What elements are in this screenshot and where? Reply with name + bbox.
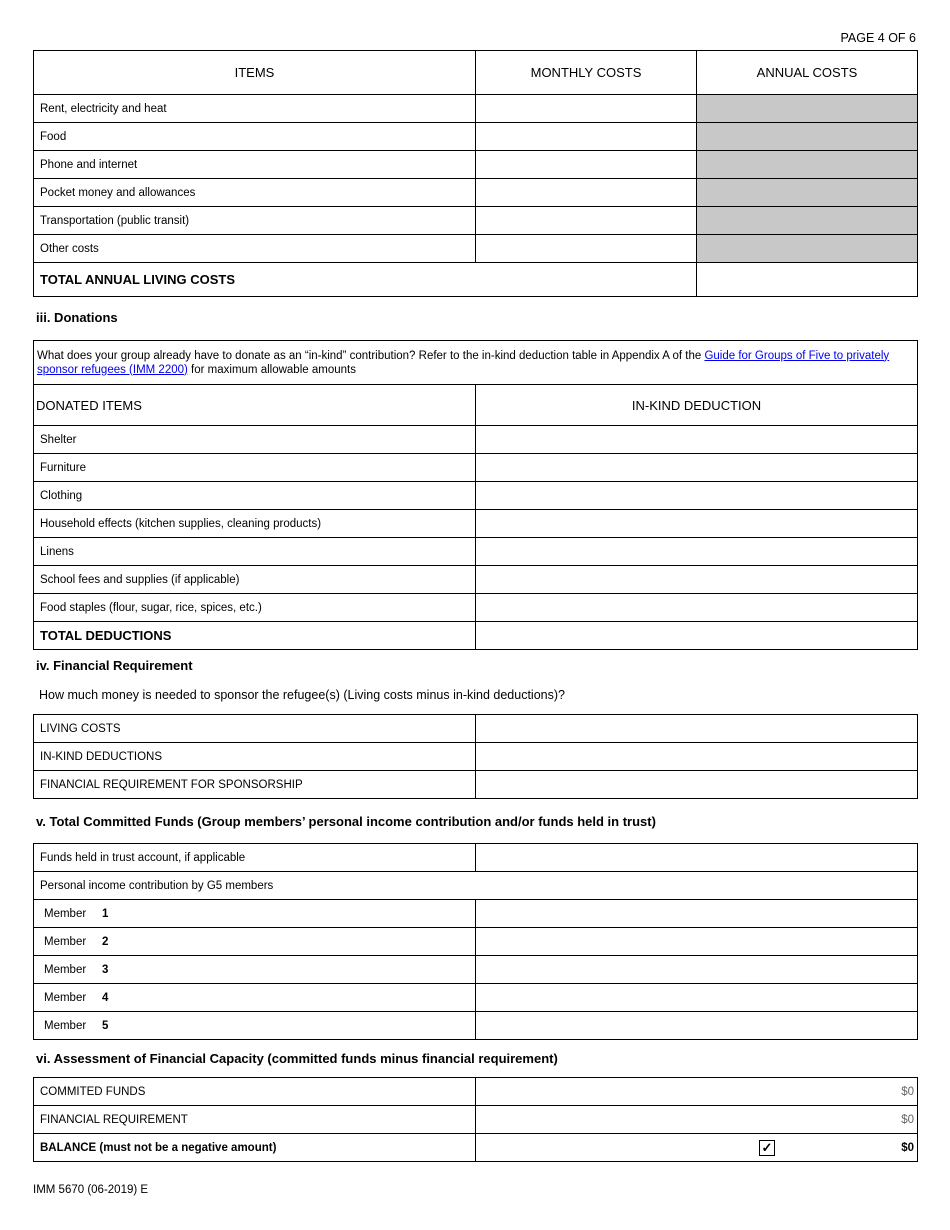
balance-checkbox[interactable]: ✓: [759, 1140, 775, 1156]
in-kind-deduction-field[interactable]: [476, 454, 918, 482]
total-living-costs-label: TOTAL ANNUAL LIVING COSTS: [34, 263, 697, 297]
donated-item-label: Household effects (kitchen supplies, cleaning products): [34, 510, 476, 538]
member-row-label: Member 2: [34, 928, 476, 956]
in-kind-deduction-field[interactable]: [476, 426, 918, 454]
financial-requirement-label: FINANCIAL REQUIREMENT: [34, 1106, 476, 1134]
total-living-costs-field[interactable]: [697, 263, 918, 297]
member-row-label: Member 3: [34, 956, 476, 984]
donated-item-label: Furniture: [34, 454, 476, 482]
committed-funds-label: COMMITED FUNDS: [34, 1078, 476, 1106]
monthly-cost-field[interactable]: [476, 207, 697, 235]
page-number: PAGE 4 OF 6: [840, 31, 916, 45]
cost-item-label: Phone and internet: [34, 151, 476, 179]
balance-cell: [476, 1134, 918, 1162]
member-contribution-field[interactable]: [476, 984, 918, 1012]
annual-cost-field: [697, 151, 918, 179]
in-kind-deduction-field[interactable]: [476, 510, 918, 538]
monthly-costs-header: MONTHLY COSTS: [476, 51, 697, 95]
living-costs-label: LIVING COSTS: [34, 715, 476, 743]
living-costs-table: [33, 50, 918, 297]
donations-intro: What does your group already have to donate as an “in-kind” contribution? Refer to the in-kind deduction table in Appendix A of the Guide for Groups of Five to privately sponsor refugees (IMM 2200) for maximum allowable amounts: [34, 341, 918, 385]
cost-item-label: Transportation (public transit): [34, 207, 476, 235]
member-row-label: Member 4: [34, 984, 476, 1012]
in-kind-deductions-field[interactable]: [476, 743, 918, 771]
donated-item-label: Shelter: [34, 426, 476, 454]
cost-item-label: Other costs: [34, 235, 476, 263]
in-kind-deduction-field[interactable]: [476, 482, 918, 510]
annual-cost-field: [697, 207, 918, 235]
in-kind-deduction-header: IN-KIND DEDUCTION: [476, 385, 918, 426]
total-deductions-field[interactable]: [476, 622, 918, 650]
guide-link[interactable]: Guide for Groups of Five to privately sponsor refugees (IMM 2200): [37, 349, 890, 376]
annual-cost-field: [697, 235, 918, 263]
in-kind-deduction-field[interactable]: [476, 566, 918, 594]
member-contribution-field[interactable]: [476, 900, 918, 928]
living-costs-field[interactable]: [476, 715, 918, 743]
sponsorship-requirement-label: FINANCIAL REQUIREMENT FOR SPONSORSHIP: [34, 771, 476, 799]
balance-value[interactable]: $0: [901, 1141, 914, 1154]
personal-contribution-label: Personal income contribution by G5 members: [34, 872, 918, 900]
member-contribution-field[interactable]: [476, 956, 918, 984]
financial-requirement-title: iv. Financial Requirement: [36, 658, 193, 673]
member-contribution-field[interactable]: [476, 1012, 918, 1040]
annual-cost-field: [697, 179, 918, 207]
committed-funds-table: [33, 843, 918, 1040]
total-deductions-label: TOTAL DEDUCTIONS: [34, 622, 476, 650]
monthly-cost-field[interactable]: [476, 179, 697, 207]
member-row-label: Member 1: [34, 900, 476, 928]
financial-requirement-table: [33, 714, 918, 799]
form-code-footer: IMM 5670 (06-2019) E: [33, 1184, 149, 1196]
trust-account-label: Funds held in trust account, if applicable: [34, 844, 476, 872]
donated-item-label: Clothing: [34, 482, 476, 510]
member-row-label: Member 5: [34, 1012, 476, 1040]
monthly-cost-field[interactable]: [476, 235, 697, 263]
in-kind-deduction-field[interactable]: [476, 594, 918, 622]
items-header: ITEMS: [34, 51, 476, 95]
cost-item-label: Rent, electricity and heat: [34, 95, 476, 123]
committed-funds-title: v. Total Committed Funds (Group members’ personal income contribution and/or funds held in trust): [36, 814, 656, 829]
assessment-title: vi. Assessment of Financial Capacity (committed funds minus financial requirement): [36, 1051, 558, 1066]
annual-costs-header: ANNUAL COSTS: [697, 51, 918, 95]
monthly-cost-field[interactable]: [476, 95, 697, 123]
in-kind-deduction-field[interactable]: [476, 538, 918, 566]
annual-cost-field: [697, 95, 918, 123]
donated-items-header: DONATED ITEMS: [34, 385, 476, 426]
donated-item-label: School fees and supplies (if applicable): [34, 566, 476, 594]
in-kind-deductions-label: IN-KIND DEDUCTIONS: [34, 743, 476, 771]
member-contribution-field[interactable]: [476, 928, 918, 956]
monthly-cost-field[interactable]: [476, 123, 697, 151]
financial-requirement-question: How much money is needed to sponsor the refugee(s) (Living costs minus in-kind deductions)?: [39, 688, 565, 702]
donations-title: iii. Donations: [36, 310, 118, 325]
trust-account-field[interactable]: [476, 844, 918, 872]
annual-cost-field: [697, 123, 918, 151]
cost-item-label: Food: [34, 123, 476, 151]
assessment-table: [33, 1077, 918, 1162]
financial-requirement-value[interactable]: $0: [476, 1106, 918, 1134]
donated-item-label: Food staples (flour, sugar, rice, spices, etc.): [34, 594, 476, 622]
cost-item-label: Pocket money and allowances: [34, 179, 476, 207]
donated-item-label: Linens: [34, 538, 476, 566]
committed-funds-value[interactable]: $0: [476, 1078, 918, 1106]
balance-label: BALANCE (must not be a negative amount): [34, 1134, 476, 1162]
sponsorship-requirement-field[interactable]: [476, 771, 918, 799]
donations-table: [33, 340, 918, 650]
monthly-cost-field[interactable]: [476, 151, 697, 179]
